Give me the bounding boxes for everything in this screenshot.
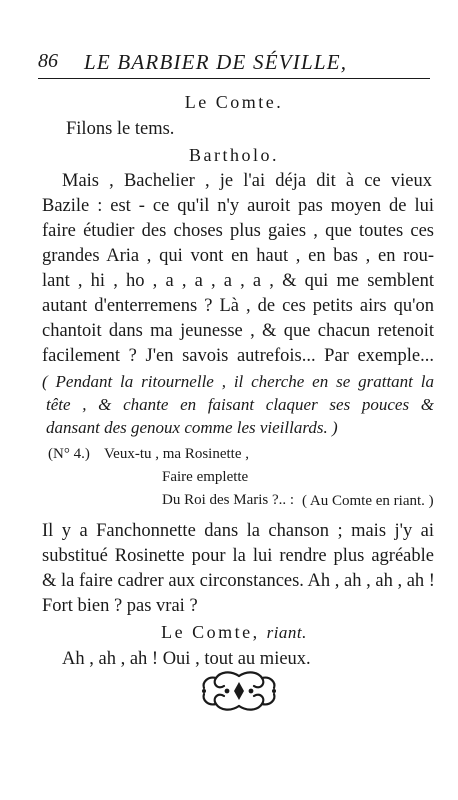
speaker-name: Le Comte. (184, 92, 284, 112)
dialogue-line: faire étudier des choses plus gaies , que toutes ces (42, 221, 434, 241)
dialogue-line: lant , hi , ho , a , a , a , a , & qui me semblent (42, 271, 434, 291)
song-number: (N° 4.) (48, 446, 90, 462)
dialogue-line: Il y a Fanchonnette dans la chanson ; mais j'y ai (42, 521, 434, 541)
speaker-heading (38, 622, 430, 643)
dialogue-line: Ah , ah , ah ! Oui , tout au mieux. (62, 649, 311, 669)
dialogue-line: grandes Aria , qui vont en haut , en bas , en rou- (42, 246, 434, 266)
running-title: LE BARBIER DE SÉVILLE, (84, 50, 348, 74)
stage-direction: ( Au Comte en riant. ) (302, 493, 434, 509)
dialogue-line: substitué Rosinette pour la lui rendre plus agréable (42, 546, 434, 566)
stage-direction: dansant des genoux comme les vieillards. ) (46, 418, 338, 437)
song-line: Veux-tu , ma Rosinette , (104, 446, 249, 462)
song-line: Faire emplette (162, 469, 249, 485)
stage-direction: tête , & chante en faisant claquer ses pouces & (46, 395, 434, 414)
speaker-name: Le Comte, (161, 622, 260, 642)
speaker-name: Bartholo. (189, 145, 279, 165)
ornament-icon (198, 668, 280, 714)
stage-direction: ( Pendant la ritournelle , il cherche en se grattant la (42, 372, 434, 391)
dialogue-line: Filons le tems. (66, 119, 175, 139)
dialogue-line: & la faire cadrer aux circonstances. Ah , ah , ah , ah ! (42, 571, 435, 591)
dialogue-line: Mais , Bachelier , je l'ai déja dit à ce vieux (62, 171, 432, 191)
page-header (38, 50, 430, 78)
dialogue-line: autant d'enterremens ? Là , de ces petits airs qu'on (42, 296, 434, 316)
page-number: 86 (38, 50, 58, 72)
dialogue-line: Bazile : est - ce qu'il n'y auroit pas moyen de lui (42, 196, 434, 216)
header-rule (38, 78, 430, 79)
dialogue-line: Fort bien ? pas vrai ? (42, 596, 198, 616)
dialogue-line: chantoit dans ma jeunesse , & que chacun retenoit (42, 321, 434, 341)
stage-direction: riant. (266, 623, 307, 642)
dialogue-line: facilement ? J'en savois autrefois... Par exemple... (42, 346, 434, 366)
song-line: Du Roi des Maris ?.. : (162, 492, 295, 508)
